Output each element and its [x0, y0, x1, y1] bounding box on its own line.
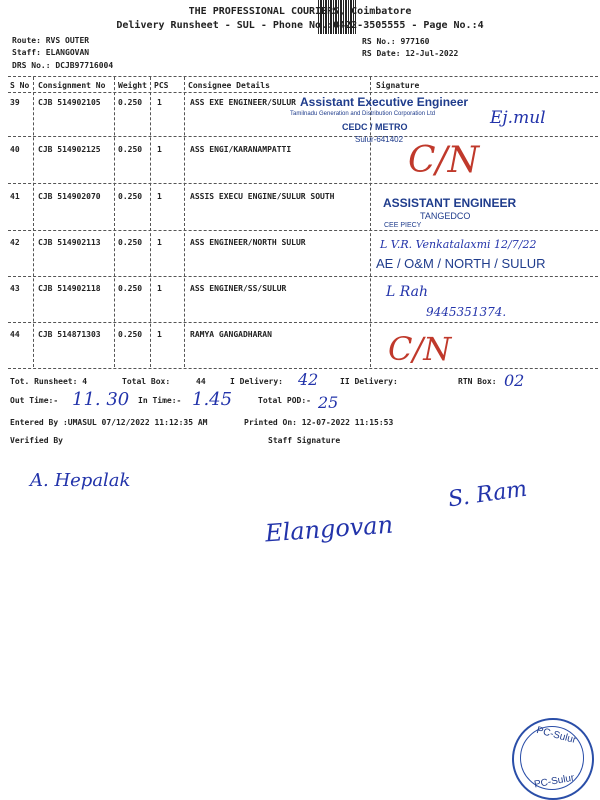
- cn-mark-44: C/N: [388, 330, 452, 368]
- staff-label: Staff:: [12, 48, 41, 57]
- stamp-ae-om-north: AE / O&M / NORTH / SULUR: [376, 256, 546, 271]
- row-consignment: CJB 514902105: [38, 98, 101, 107]
- row-sno: 40: [10, 145, 20, 154]
- row-consignee: RAMYA GANGADHARAN: [190, 330, 272, 339]
- row-divider: [8, 322, 598, 323]
- row-weight: 0.250: [118, 330, 143, 339]
- row-consignee: ASS ENGINER/SS/SULUR: [190, 284, 287, 293]
- column-rule: [114, 77, 115, 367]
- rs-no-line: [362, 37, 429, 46]
- rs-no-value: 977160: [400, 37, 430, 46]
- company-title: THE PROFESSIONAL COURIERS, Coimbatore: [188, 6, 412, 17]
- row-weight: 0.250: [118, 192, 143, 201]
- col-consignee: Consignee Details: [188, 81, 270, 90]
- row-divider: [8, 368, 598, 369]
- row-sno: 39: [10, 98, 20, 107]
- i-delivery-label: I Delivery:: [230, 377, 283, 386]
- route-label: Route:: [12, 36, 41, 45]
- row-pcs: 1: [157, 330, 162, 339]
- cn-mark-40: C/N: [408, 140, 480, 181]
- round-stamp-top-text: PC-Sulur: [535, 724, 578, 747]
- row-weight: 0.250: [118, 284, 143, 293]
- staff-signature-label: Staff Signature: [268, 436, 341, 445]
- row-consignment: CJB 514871303: [38, 330, 101, 339]
- signature-verified: A. Hepalak: [30, 470, 131, 491]
- rs-date-value: 12-Jul-2022: [405, 49, 459, 58]
- in-time-label: In Time:-: [138, 396, 182, 405]
- row-pcs: 1: [157, 192, 162, 201]
- runsheet-subtitle: Delivery Runsheet - SUL - Phone No.:0422-3505555 - Page No.:4: [116, 20, 484, 31]
- row-consignment: CJB 514902118: [38, 284, 101, 293]
- i-delivery-value: 42: [298, 370, 319, 389]
- in-time-value: 1.45: [192, 389, 233, 410]
- row-consignment: CJB 514902113: [38, 238, 101, 247]
- printed-on: Printed On: 12-07-2022 11:15:53: [244, 418, 394, 427]
- out-time-label: Out Time:-: [10, 396, 59, 405]
- rtn-box-value: 02: [504, 371, 525, 390]
- row-consignment: CJB 514902125: [38, 145, 101, 154]
- stamp-aee-title: Assistant Executive Engineer: [300, 95, 469, 109]
- col-sno: S No: [10, 81, 30, 90]
- drs-label: DRS No.:: [12, 61, 51, 70]
- total-pod-value: 25: [318, 393, 339, 412]
- row-divider: [8, 183, 598, 184]
- row-divider: [8, 136, 598, 137]
- drs-line: [12, 61, 113, 70]
- row-divider: [8, 230, 598, 231]
- stamp-ae-title: ASSISTANT ENGINEER: [383, 196, 517, 210]
- stamp-aee-dept: CEDC / METRO: [342, 122, 408, 132]
- col-consignment: Consignment No: [38, 81, 106, 90]
- row-pcs: 1: [157, 238, 162, 247]
- rs-no-label: RS No.:: [362, 37, 396, 46]
- route-line: [12, 36, 89, 45]
- ii-delivery-label: II Delivery:: [340, 377, 398, 386]
- phone-43: 9445351374.: [426, 305, 507, 319]
- row-consignee: ASS EXE ENGINEER/SULUR: [190, 98, 296, 107]
- route-value: RVS OUTER: [45, 36, 90, 45]
- row-sno: 44: [10, 330, 20, 339]
- row-sno: 41: [10, 192, 20, 201]
- stamp-aee-org: Tamilnadu Generation and Distribution Corporation Ltd: [290, 111, 436, 117]
- round-stamp-bottom-text: PC-Sulur: [533, 772, 576, 791]
- drs-value: DCJB97716004: [55, 61, 114, 70]
- stamp-ae-org: TANGEDCO: [420, 211, 471, 221]
- row-consignment: CJB 514902070: [38, 192, 101, 201]
- rs-date-label: RS Date:: [362, 49, 401, 58]
- divider: [8, 92, 598, 93]
- row-pcs: 1: [157, 145, 162, 154]
- signature-right: S. Ram: [446, 476, 529, 513]
- col-pcs: PCS: [154, 81, 169, 90]
- row-weight: 0.250: [118, 238, 143, 247]
- total-runsheet: Tot. Runsheet: 4: [10, 377, 88, 386]
- row-consignee: ASSIS EXECU ENGINE/SULUR SOUTH: [190, 192, 335, 201]
- row-sno: 42: [10, 238, 20, 247]
- signature-42: L V.R. Venkatalaxmi 12/7/22: [380, 238, 537, 251]
- row-pcs: 1: [157, 284, 162, 293]
- rtn-box-label: RTN Box:: [458, 377, 497, 386]
- out-time-value: 11. 30: [72, 389, 130, 410]
- column-rule: [150, 77, 151, 367]
- rs-date-line: [362, 49, 458, 58]
- entered-by: Entered By :UMASUL 07/12/2022 11:12:35 AM: [10, 418, 208, 427]
- column-rule: [370, 77, 371, 367]
- verified-by-label: Verified By: [10, 436, 63, 445]
- row-weight: 0.250: [118, 98, 143, 107]
- total-box-value: 44: [196, 377, 206, 386]
- total-box-label: Total Box:: [122, 377, 171, 386]
- stamp-aee-place: Sulur-641402: [355, 135, 404, 144]
- column-rule: [184, 77, 185, 367]
- stamp-ae-extra: CEE PIECY: [384, 222, 422, 229]
- row-weight: 0.250: [118, 145, 143, 154]
- signature-staff: Elangovan: [264, 510, 394, 548]
- column-rule: [33, 77, 34, 367]
- signature-39: Ej.mul: [490, 108, 546, 128]
- row-pcs: 1: [157, 98, 162, 107]
- total-pod-label: Total POD:-: [258, 396, 311, 405]
- staff-value: ELANGOVAN: [45, 48, 90, 57]
- col-weight: Weight: [118, 81, 147, 90]
- signature-43: L Rah: [386, 284, 428, 300]
- divider: [8, 76, 598, 77]
- staff-line: [12, 48, 89, 57]
- row-sno: 43: [10, 284, 20, 293]
- round-stamp: [512, 718, 594, 800]
- col-signature: Signature: [376, 81, 420, 90]
- row-divider: [8, 276, 598, 277]
- row-consignee: ASS ENGI/KARANAMPATTI: [190, 145, 292, 154]
- row-consignee: ASS ENGINEER/NORTH SULUR: [190, 238, 306, 247]
